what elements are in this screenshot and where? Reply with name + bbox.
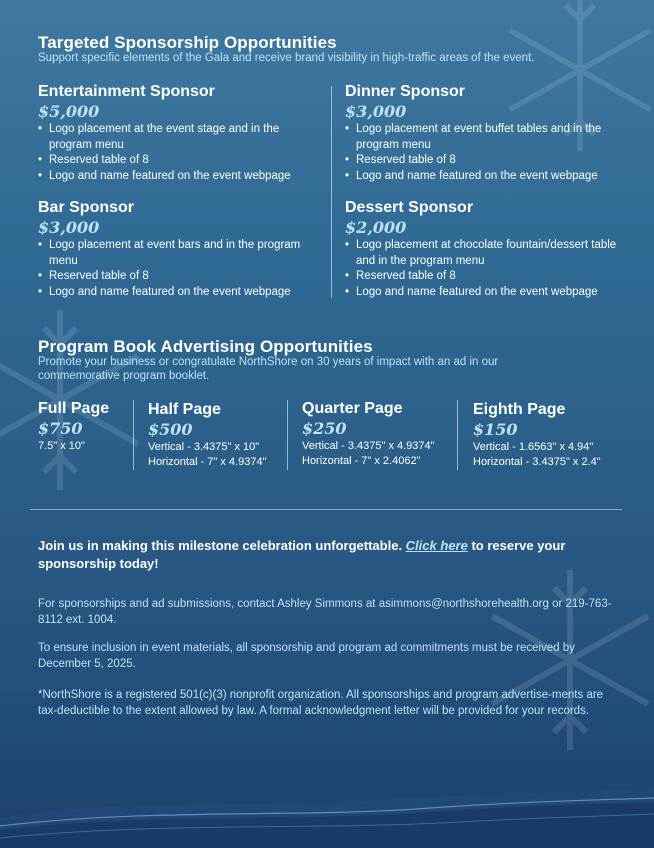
section-divider <box>30 509 622 510</box>
reserve-link[interactable]: Click here <box>405 538 468 553</box>
sponsor-entertainment <box>38 82 318 184</box>
ad-title: Half Page <box>148 401 221 418</box>
deadline-note: To ensure inclusion in event materials, all sponsorship and program ad commitments must be received by December 5, 2025. <box>38 642 575 670</box>
ad-price: $250 <box>302 419 347 438</box>
list-item: • Reserved table of 8 <box>38 269 318 285</box>
column-divider <box>133 400 134 470</box>
contact-note: For sponsorships and ad submissions, contact Ashley Simmons at asimmons@northshorehealth.org or 219-763-8112 ext. 1004. <box>38 598 612 626</box>
targeted-title: Targeted Sponsorship Opportunities <box>38 33 337 52</box>
wave-decoration <box>0 778 654 848</box>
ad-size: Horizontal - 7" x 2.4062" <box>302 455 421 467</box>
list-item: • Logo placement at the event stage and in the program menu <box>38 122 318 153</box>
list-item: • Logo and name featured on the event webpage <box>345 285 625 301</box>
program-subtitle: Promote your business or congratulate NorthShore on 30 years of impact with an ad in our commemorative program booklet. <box>38 356 499 382</box>
ad-size: Horizontal - 3.4375" x 2.4" <box>473 456 601 468</box>
list-item: • Logo and name featured on the event webpage <box>38 285 318 301</box>
sponsor-title: Bar Sponsor <box>38 199 135 216</box>
sponsor-price: $5,000 <box>38 102 100 121</box>
cta-text <box>38 537 618 573</box>
ad-size: Vertical - 3.4375" x 10" <box>148 441 260 453</box>
list-item: • Reserved table of 8 <box>345 269 625 285</box>
ad-size: Vertical - 1.6563" x 4.94" <box>473 441 594 453</box>
targeted-subtitle: Support specific elements of the Gala and receive brand visibility in high-traffic areas of the event. <box>38 52 535 64</box>
list-item: • Logo placement at chocolate fountain/dessert table and in the program menu <box>345 238 625 269</box>
sponsor-price: $3,000 <box>345 102 407 121</box>
ad-full-page <box>38 399 133 454</box>
list-item: • Reserved table of 8 <box>345 153 625 169</box>
sponsor-title: Entertainment Sponsor <box>38 83 215 100</box>
list-item: • Reserved table of 8 <box>38 153 318 169</box>
list-item: • Logo and name featured on the event webpage <box>38 169 318 185</box>
list-item: • Logo placement at event buffet tables and in the program menu <box>345 122 625 153</box>
column-divider <box>287 400 288 470</box>
ad-quarter-page <box>302 399 457 469</box>
disclaimer-note: *NorthShore is a registered 501(c)(3) nonprofit organization. All sponsorships and program advertise-ments are tax-deductible to the extent allowed by law. A formal acknowledgment letter will be provided for your records. <box>38 689 604 717</box>
ad-eighth-page <box>473 400 633 470</box>
sponsor-title: Dessert Sponsor <box>345 199 474 216</box>
ad-title: Full Page <box>38 400 110 417</box>
cta-text-before: Join us in making this milestone celebration unforgettable. <box>38 538 406 553</box>
ad-size: 7.5" x 10" <box>38 440 85 452</box>
ad-price: $500 <box>148 420 193 439</box>
sponsor-bar <box>38 198 318 300</box>
program-title: Program Book Advertising Opportunities <box>38 337 373 356</box>
ad-price: $150 <box>473 420 518 439</box>
ad-half-page <box>148 400 293 470</box>
sponsor-dessert <box>345 198 625 300</box>
sponsor-price: $2,000 <box>345 218 407 237</box>
column-divider <box>331 86 332 298</box>
ad-title: Eighth Page <box>473 401 566 418</box>
column-divider <box>457 400 458 470</box>
ad-price: $750 <box>38 419 83 438</box>
ad-size: Horizontal - 7" x 4.9374" <box>148 456 267 468</box>
list-item: • Logo placement at event bars and in the program menu <box>38 238 318 269</box>
ad-title: Quarter Page <box>302 400 403 417</box>
sponsor-dinner <box>345 82 625 184</box>
sponsor-price: $3,000 <box>38 218 100 237</box>
cta-text-after: to reserve your sponsorship today! <box>38 538 566 571</box>
sponsor-title: Dinner Sponsor <box>345 83 466 100</box>
list-item: • Logo and name featured on the event webpage <box>345 169 625 185</box>
ad-size: Vertical - 3.4375" x 4.9374" <box>302 440 435 452</box>
